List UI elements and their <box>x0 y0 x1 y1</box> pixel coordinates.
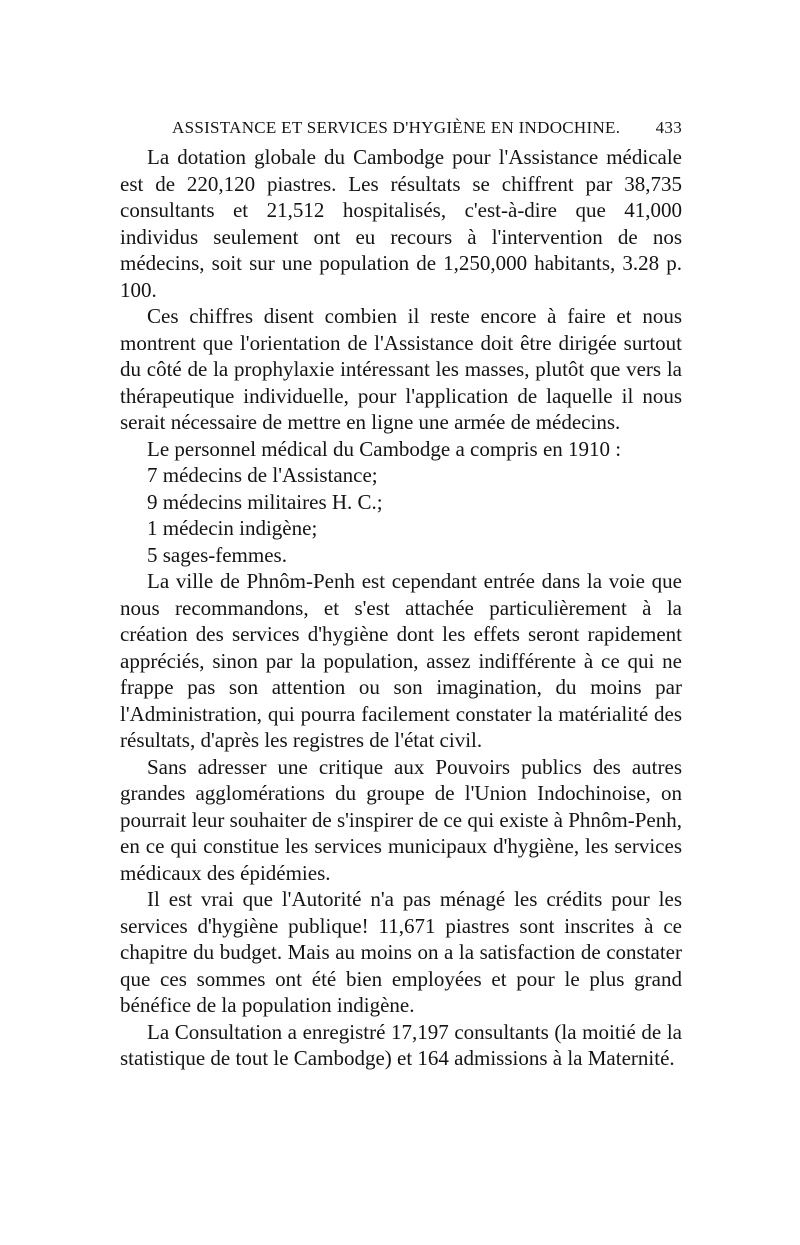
page-number: 433 <box>655 118 682 137</box>
list-item: 5 sages-femmes. <box>147 542 287 567</box>
running-header <box>120 110 682 140</box>
document-page <box>120 110 682 1072</box>
list-item: 9 médecins militaires H. C.; <box>147 489 383 514</box>
body-text <box>120 144 682 1072</box>
paragraph-credits: Il est vrai que l'Autorité n'a pas ménagé les crédits pour les services d'hygiène publique! 11,671 piastres sont inscrites à ce chapitre du budget. Mais au moins on a la satisfaction de constater que ces sommes ont été bien employées et pour le plus grand bénéfice de la population indigène. <box>120 887 682 1017</box>
staff-list <box>120 462 682 568</box>
paragraph-phnom-penh: La ville de Phnôm-Penh est cependant entrée dans la voie que nous recommandons, et s'est attachée particulièrement à la création des services d'hygiène dont les effets seront rapidement appréciés, sinon par la population, assez indifférente à ce qui ne frappe pas son attention ou son imagination, du moins par l'Administration, qui pourra facilement constater la matérialité des résultats, d'après les registres de l'état civil. <box>120 569 682 752</box>
paragraph-consultation: La Consultation a enregistré 17,197 consultants (la moitié de la statistique de tout le Cambodge) et 164 admissions à la Maternité. <box>120 1019 682 1070</box>
list-item: 1 médecin indigène; <box>147 516 318 540</box>
running-header-title: ASSISTANCE ET SERVICES D'HYGIÈNE EN INDOCHINE. <box>172 118 621 137</box>
paragraph-dotation: La dotation globale du Cambodge pour l'Assistance médicale est de 220,120 piastres. Les résultats se chiffrent par 38,735 consultants et 21,512 hospitalisés, c'est-à-dire que 41,000 individus seulement ont eu recours à l'intervention de nos médecins, soit sur une population de 1,250,000 habitants, 3.28 p. 100. <box>120 145 682 302</box>
paragraph-chiffres: Ces chiffres disent combien il reste encore à faire et nous montrent que l'orientation de l'Assistance doit être dirigée surtout du côté de la prophylaxie intéressant les masses, plutôt que vers la thérapeutique individuelle, pour l'application de laquelle il nous serait nécessaire de mettre en ligne une armée de médecins. <box>120 304 682 434</box>
list-item: 7 médecins de l'Assistance; <box>147 463 378 487</box>
paragraph-personnel: Le personnel médical du Cambodge a compris en 1910 : <box>147 436 622 461</box>
paragraph-critique: Sans adresser une critique aux Pouvoirs publics des autres grandes agglomérations du groupe de l'Union Indochinoise, on pourrait leur souhaiter de s'inspirer de ce qui existe à Phnôm-Penh, en ce qui constitue les services municipaux d'hygiène, les services médicaux des épidémies. <box>120 754 682 885</box>
